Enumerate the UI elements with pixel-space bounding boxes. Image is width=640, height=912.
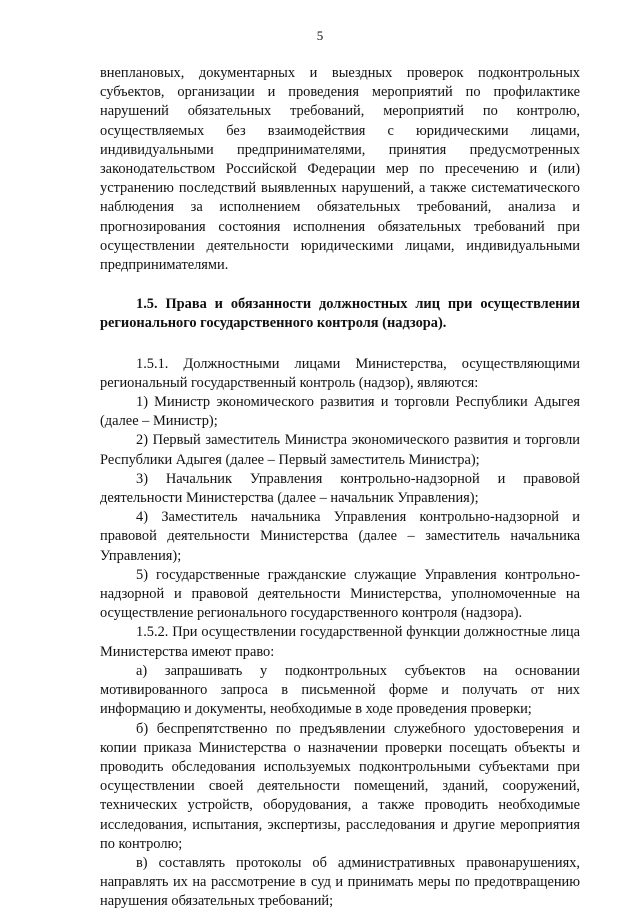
right-item-b: б) беспрепятственно по предъявлении служебного удостоверения и копии приказа Министерства о назначении проверки посещать объекты и проводить обследования используемых подконтрольными субъектами при осуществлении своей деятельности помещений, зданий, сооружений, технических устройств, оборудования, а также проводить необходимые исследования, испытания, экспертизы, расследования и другие мероприятия по контролю; bbox=[100, 720, 580, 852]
intro-paragraph: внеплановых, документарных и выездных проверок подконтрольных субъектов, организации и проведения мероприятий по профилактике нарушений обязательных требований, мероприятий по контролю, осуществляемых без взаимодействия с юридическими лицами, индивидуальными предпринимателями, принятия предусмотренных законодательством Российской Федерации мер по пресечению и (или) устранению последствий выявленных нарушений, а также систематического наблюдения за исполнением обязательных требований, анализа и прогнозирования состояния исполнения обязательных требований при осуществлении деятельности юридическими лицами, индивидуальными предпринимателями. bbox=[100, 65, 580, 274]
list-item-head-of-department: 3) Начальник Управления контрольно-надзорной и правовой деятельности Министерства (далее – начальник Управления); bbox=[100, 470, 580, 507]
list-item-first-deputy: 2) Первый заместитель Министра экономического развития и торговли Республики Адыгея (далее – Первый заместитель Министра); bbox=[100, 432, 580, 468]
right-item-v: в) составлять протоколы об административных правонарушениях, направлять их на рассмотрение в суд и принимать меры по предотвращению нарушения обязательных требований; bbox=[100, 854, 580, 910]
list-item-civil-servants: 5) государственные гражданские служащие Управления контрольно-надзорной и правовой деятельности Министерства, уполномоченные на осуществление регионального государственного контроля (надзора). bbox=[100, 566, 580, 622]
list-item-minister: 1) Министр экономического развития и торговли Республики Адыгея (далее – Министр); bbox=[100, 394, 580, 430]
right-item-a: а) запрашивать у подконтрольных субъектов на основании мотивированного запроса в письменной форме и получать от них информацию и документы, необходимые в ходе проведения проверки; bbox=[100, 662, 580, 718]
section-heading: 1.5. Права и обязанности должностных лиц при осуществлении регионального государственного контроля (надзора). bbox=[100, 296, 580, 332]
page-number: 5 bbox=[316, 28, 324, 43]
paragraph-1-5-1: 1.5.1. Должностными лицами Министерства, осуществляющими региональный государственный контроль (надзор), являются: bbox=[100, 355, 580, 391]
paragraph-1-5-2: 1.5.2. При осуществлении государственной функции должностные лица Министерства имеют право: bbox=[100, 624, 580, 660]
document-body bbox=[100, 64, 580, 912]
list-item-deputy-head: 4) Заместитель начальника Управления контрольно-надзорной и правовой деятельности Министерства (далее – заместитель начальника Управления); bbox=[100, 509, 580, 564]
